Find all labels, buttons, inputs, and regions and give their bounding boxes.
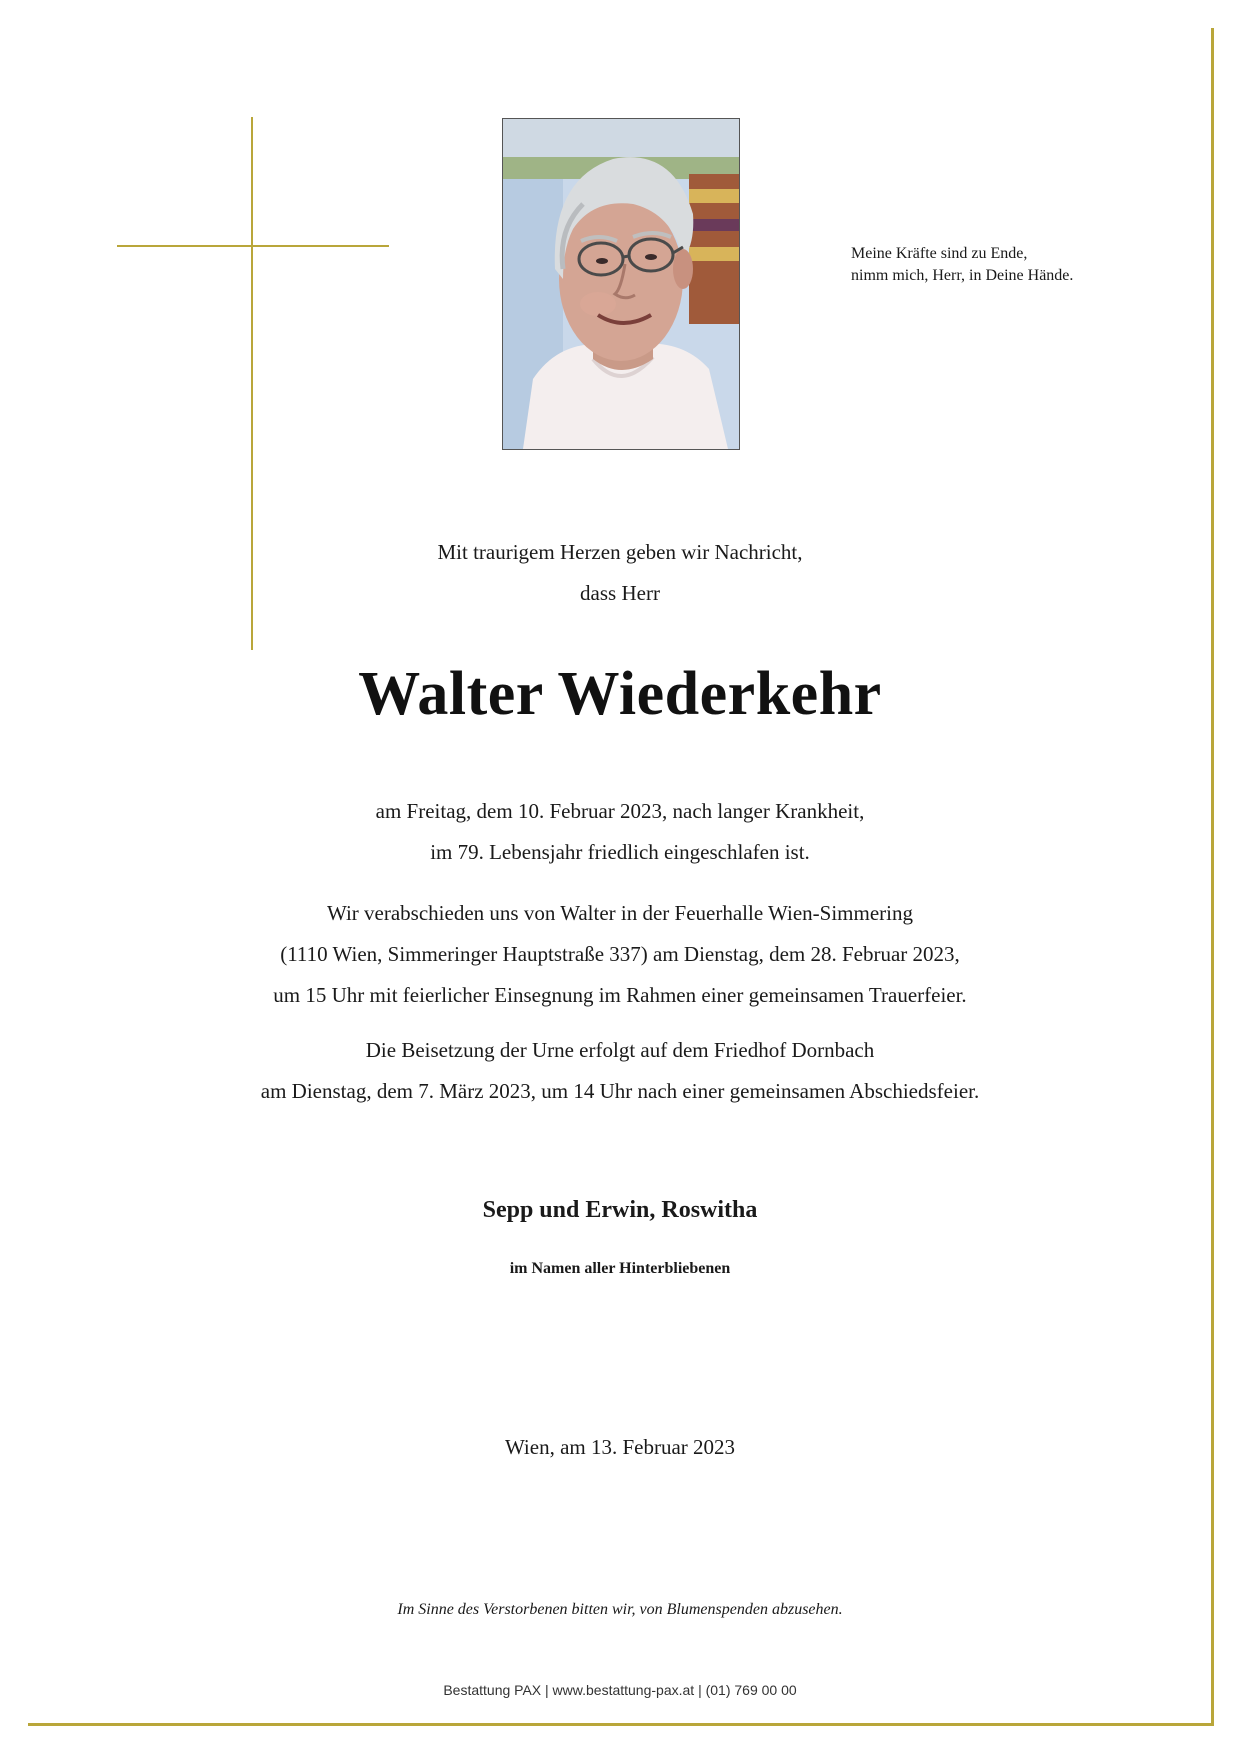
burial-line-2: am Dienstag, dem 7. März 2023, um 14 Uhr nach einer gemeinsamen Abschiedsfeier. (260, 1079, 980, 1103)
mourners-names: Sepp und Erwin, Roswitha (482, 1197, 758, 1223)
place-date: Wien, am 13. Februar 2023 (504, 1435, 736, 1459)
farewell-line-2: (1110 Wien, Simmeringer Hauptstraße 337) am Dienstag, dem 28. Februar 2023, (280, 942, 960, 966)
farewell-line-1: Wir verabschieden uns von Walter in der Feuerhalle Wien-Simmering (326, 901, 913, 925)
passing-line-1: am Freitag, dem 10. Februar 2023, nach langer Krankheit, (375, 799, 865, 823)
farewell-details (0, 893, 1240, 1016)
farewell-line-3: um 15 Uhr mit feierlicher Einsegnung im Rahmen einer gemeinsamen Trauerfeier. (273, 983, 967, 1007)
burial-details (0, 1030, 1240, 1112)
frame-line-right (1211, 28, 1214, 1726)
verse (851, 243, 1151, 287)
passing-details (0, 791, 1240, 873)
cross-icon-horizontal (117, 245, 389, 247)
intro-text (0, 532, 1240, 614)
intro-line-1: Mit traurigem Herzen geben wir Nachricht, (437, 540, 803, 564)
deceased-name: Walter Wiederkehr (358, 660, 882, 728)
burial-line-1: Die Beisetzung der Urne erfolgt auf dem Friedhof Dornbach (365, 1038, 875, 1062)
portrait-photo (502, 118, 740, 450)
verse-line-1: Meine Kräfte sind zu Ende, (851, 245, 1028, 262)
intro-line-2: dass Herr (580, 581, 660, 605)
portrait-image (503, 119, 739, 449)
verse-line-2: nimm mich, Herr, in Deine Hände. (851, 267, 1074, 284)
mourners-subtitle: im Namen aller Hinterbliebenen (509, 1260, 731, 1277)
flowers-note: Im Sinne des Verstorbenen bitten wir, von Blumenspenden abzusehen. (397, 1601, 843, 1618)
passing-line-2: im 79. Lebensjahr friedlich eingeschlafen ist. (430, 840, 810, 864)
footer-contact: Bestattung PAX | www.bestattung-pax.at | (01) 769 00 00 (443, 1682, 797, 1698)
frame-line-bottom (28, 1723, 1214, 1726)
